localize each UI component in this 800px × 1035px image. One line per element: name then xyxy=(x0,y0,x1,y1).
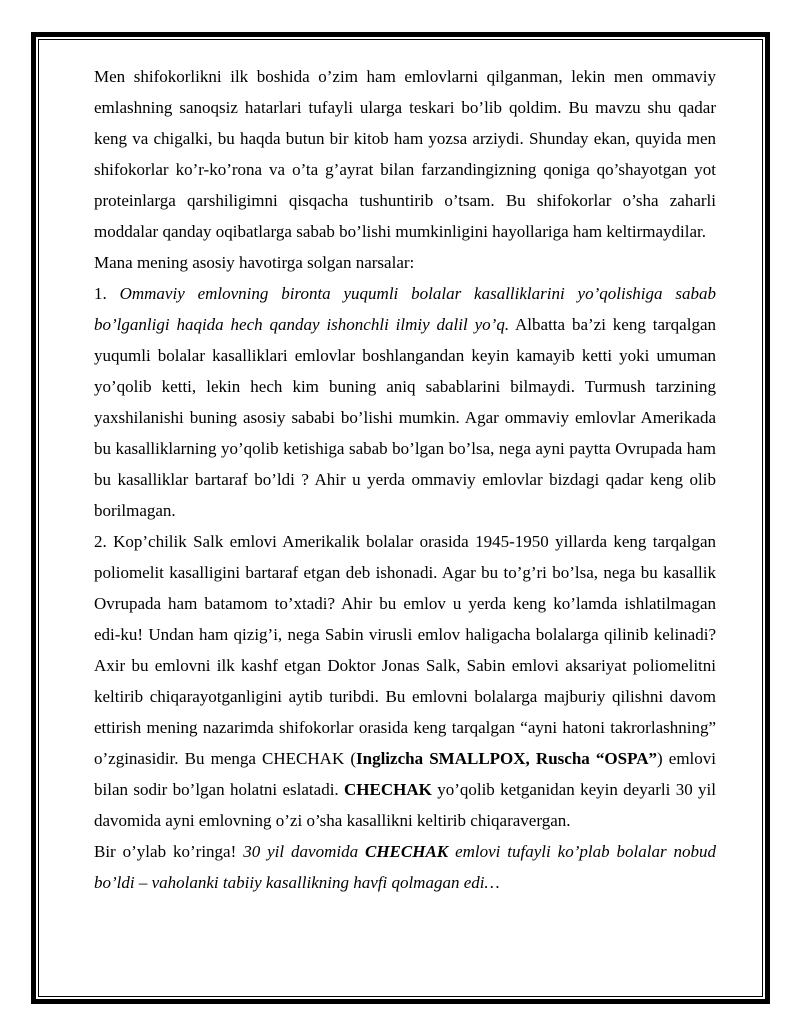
closing-paragraph xyxy=(94,836,716,898)
point-2-paragraph xyxy=(94,526,716,836)
document-body xyxy=(94,61,716,898)
closing-normal: Bir o’ylab ko’ringa! xyxy=(94,842,244,861)
point-2-bold-chechak: CHECHAK xyxy=(344,780,432,799)
point-2-text-before: 2. Kop’chilik Salk emlovi Amerikalik bolalar orasida 1945-1950 yillarda keng tarqalgan poliomelit kasalligini bartaraf etgan deb ishonadi. Agar bu to’g’ri bo’lsa, nega bu kasallik Ovrupada ham batamom to’xtadi? Ahir bu emlov u yerda keng ko’lamda ishlatilmagan edi-ku! Undan ham qizig’i, nega Sabin virusli emlov haligacha bolalarga qilinib kelinadi? Axir bu emlovni ilk kashf etgan Doktor Jonas Salk, Sabin emlovi aksariyat poliomelitni keltirib chiqarayotganligini aytib turibdi. Bu emlovni bolalarga majburiy qilishni davom ettirish mening nazarimda shifokorlar orasida keng tarqalgan “ayni hatoni takrorlashning” o’zginasidir. Bu menga CHECHAK ( xyxy=(94,532,716,768)
point-1-paragraph xyxy=(94,278,716,526)
concerns-intro: Mana mening asosiy havotirga solgan narsalar: xyxy=(94,253,415,272)
closing-italic-1: 30 yil davomida xyxy=(243,842,365,861)
intro-paragraph: Men shifokorlikni ilk boshida o’zim ham emlovlarni qilganman, lekin men ommaviy emlashning sanoqsiz hatarlari tufayli ularga teskari bo’lib qoldim. Bu mavzu shu qadar keng va chigalki, bu haqda butun bir kitob ham yozsa arziydi. Shunday ekan, quyida men shifokorlar ko’r-ko’rona va o’ta g’ayrat bilan farzandingizning qoniga qo’shayotgan yot proteinlarga qarshiligimni qisqacha tushuntirib o’tsam. Bu shifokorlar o’sha zaharli moddalar qanday oqibatlarga sabab bo’lishi mumkinligini hayollariga ham keltirmaydilar. xyxy=(94,67,716,241)
point-2-text-after: yo’qolib ketganidan keyin deyarli 30 yil davomida ayni emlovning o’zi o’sha kasallikni keltirib chiqaravergan. xyxy=(94,780,716,830)
point-1-body: Albatta ba’zi keng tarqalgan yuqumli bolalar kasalliklari emlovlar boshlangandan keyin kamayib ketti yoki umuman yo’qolib ketti, lekin hech kim buning aniq sabablarini bilmaydi. Turmush tarzining yaxshilanishi buning asosiy sababi bo’lishi mumkin. Agar ommaviy emlovlar Amerikada bu kasalliklarning yo’qolib ketishiga sabab bo’lgan bo’lsa, nega ayni paytta Ovrupada ham bu kasalliklar bartaraf bo’ldi ? Ahir u yerda ommaviy emlovlar bizdagi qadar keng olib borilmagan. xyxy=(94,315,716,520)
point-2-text-mid: ) emlovi bilan sodir bo’lgan holatni eslatadi. xyxy=(94,749,716,799)
closing-bold-italic: CHECHAK xyxy=(365,842,449,861)
point-2-bold-names: Inglizcha SMALLPOX, Ruscha “OSPA” xyxy=(356,749,657,768)
point-1-number: 1. xyxy=(94,284,120,303)
closing-italic-2: emlovi tufayli ko’plab bolalar nobud bo’ldi – vaholanki tabiiy kasallikning havfi qolmagan edi… xyxy=(94,842,717,892)
point-1-claim: Ommaviy emlovning bironta yuqumli bolalar kasalliklarini yo’qolishiga sabab bo’lganligi haqida hech qanday ishonchli ilmiy dalil yo’q. xyxy=(94,284,716,334)
